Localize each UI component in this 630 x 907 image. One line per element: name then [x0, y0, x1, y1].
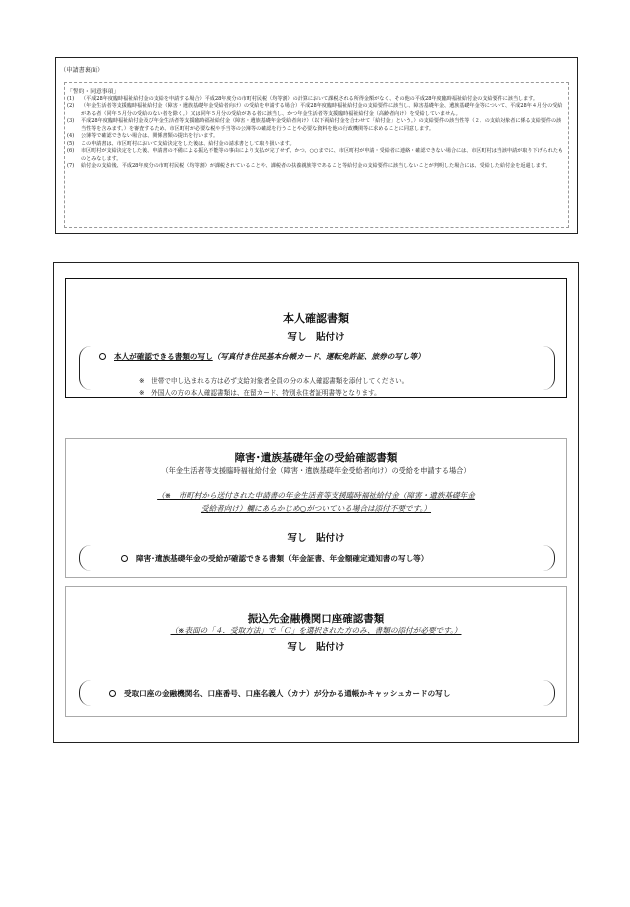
- id-note: ※ 世帯で申し込まれる方は必ず支給対象者全員の分の本人確認書類を添付してください。: [139, 377, 409, 385]
- term-number: (7): [67, 163, 75, 170]
- term-text: 給付金の支給後、平成28年度分の市町村民税（均等割）が課税されていることや、課税者の扶養親族等であること等給付金の支給要件に該当しないことが判明した場合には、受給した給付金を返還します。: [81, 163, 551, 170]
- terms-inner-box: [64, 82, 569, 228]
- term-number: (2): [67, 103, 75, 110]
- id-section-title: 本人確認書類: [283, 312, 349, 325]
- pension-attach-label: 写し 貼付け: [287, 533, 345, 544]
- bank-section-title: 振込先金融機関口座確認書類: [247, 613, 385, 625]
- term-number: (6): [67, 148, 75, 155]
- sheet-label: （申請書裏面）: [60, 67, 104, 74]
- id-note: ※ 外国人の方の本人確認書類は、在留カード、特別永住者証明書等となります。: [139, 389, 381, 397]
- circle-bullet-icon: [109, 690, 116, 697]
- bank-requirement: [109, 688, 450, 699]
- terms-box: [55, 57, 578, 234]
- bank-section-note: （※表面の「４．受取方法」で「Ｃ」を選択された方のみ、書類の添付が必要です。）: [170, 626, 462, 635]
- terms-list: [67, 96, 565, 171]
- term-number: (5): [67, 140, 75, 147]
- term-text: 市区町村が支給決定をした後、申請書の不備による振込不能等の事由により支払が完了せず、かつ、○○までに、市区町村が申請・受給者に連絡・確認できない場合には、市区町村は当該申請が取り下げられたものとみなします。: [81, 148, 564, 162]
- term-item: [67, 103, 565, 118]
- term-text: 公簿等で確認できない場合は、関係書類の提出を行います。: [81, 133, 219, 140]
- bank-attach-label: 写し 貼付け: [287, 642, 345, 653]
- bank-document-section: [65, 586, 567, 717]
- term-text: （平成28年度臨時福祉給付金の支給を申請する場合）平成28年度分の市町村民税（均等割）の計算において課税される所得金額がなく、その他の平成28年度臨時福祉給付金の支給要件に該当します。: [81, 96, 539, 102]
- pension-note-line1: （※ 市町村から送付された申請書の年金生活者等支援臨時福祉給付金（障害・遺族基礎年金: [157, 491, 475, 500]
- term-item: [67, 163, 565, 170]
- attachment-frame: [53, 262, 579, 743]
- pension-note-line2: 受給者向け）欄にあらかじめ○がついている場合は添付不要です。）: [200, 504, 432, 513]
- circle-bullet-icon: [99, 353, 106, 360]
- pension-document-section: [65, 438, 567, 578]
- id-document-section: [65, 278, 567, 398]
- pension-section-subtitle: （年金生活者等支援臨時福祉給付金（障害・遺族基礎年金受給者向け）の受給を申請する場合）: [161, 466, 471, 475]
- id-requirement-note: （写真付き住民基本台帳カード、運転免許証、旅券の写し等）: [212, 352, 425, 361]
- term-text: この申請書は、市区町村において支給決定をした後は、給付金の請求書として取り扱います。: [81, 140, 295, 147]
- pension-section-title: 障害･遺族基礎年金の受給確認書類: [234, 452, 398, 464]
- term-item: [67, 133, 565, 140]
- term-text: （年金生活者等支援臨時福祉給付金（障害・遺族基礎年金受給者向け）の受給を申請する場合）平成28年度臨時福祉給付金の支給要件に該当し、障害基礎年金、遺族基礎年金等について、平成28年４月分の受給がある者（同年５月分の受給のない者を除く。）又は同年５月分の受給がある者に該当し、かつ年金生活者等支援臨時福祉給付金（高齢者向け）を受給していません。: [81, 103, 563, 117]
- terms-heading: 「誓約・同意事項」: [67, 89, 120, 95]
- term-item: [67, 148, 565, 163]
- id-attach-label: 写し 貼付け: [287, 332, 345, 343]
- bank-requirement-text: 受取口座の金融機関名、口座番号、口座名義人（カナ）が分かる通帳かキャッシュカードの写し: [124, 689, 451, 698]
- id-requirement: [99, 351, 425, 362]
- term-number: (4): [67, 133, 75, 140]
- term-number: (1): [67, 96, 75, 102]
- term-item: [67, 118, 565, 133]
- pension-requirement: [121, 553, 428, 564]
- term-text: 平成28年度臨時福祉給付金及び年金生活者等支援臨時福祉給付金（障害・遺族基礎年金受給者向け）（以下両給付金を合わせて「給付金」という。）の支給要件の該当性等（２．の支給対象者に係る支給要件の該当性等を含みます。）を審査するため、市区町村が必要な税や手当等の公簿等の確認を行うことや必要な資料を他の行政機関等に求めることに同意します。: [81, 118, 562, 132]
- id-requirement-text: 本人が確認できる書類の写し: [114, 352, 213, 361]
- circle-bullet-icon: [121, 555, 128, 562]
- term-number: (3): [67, 118, 75, 125]
- pension-requirement-text: 障害･遺族基礎年金の受給が確認できる書類（年金証書、年金額確定通知書の写し等）: [136, 554, 429, 563]
